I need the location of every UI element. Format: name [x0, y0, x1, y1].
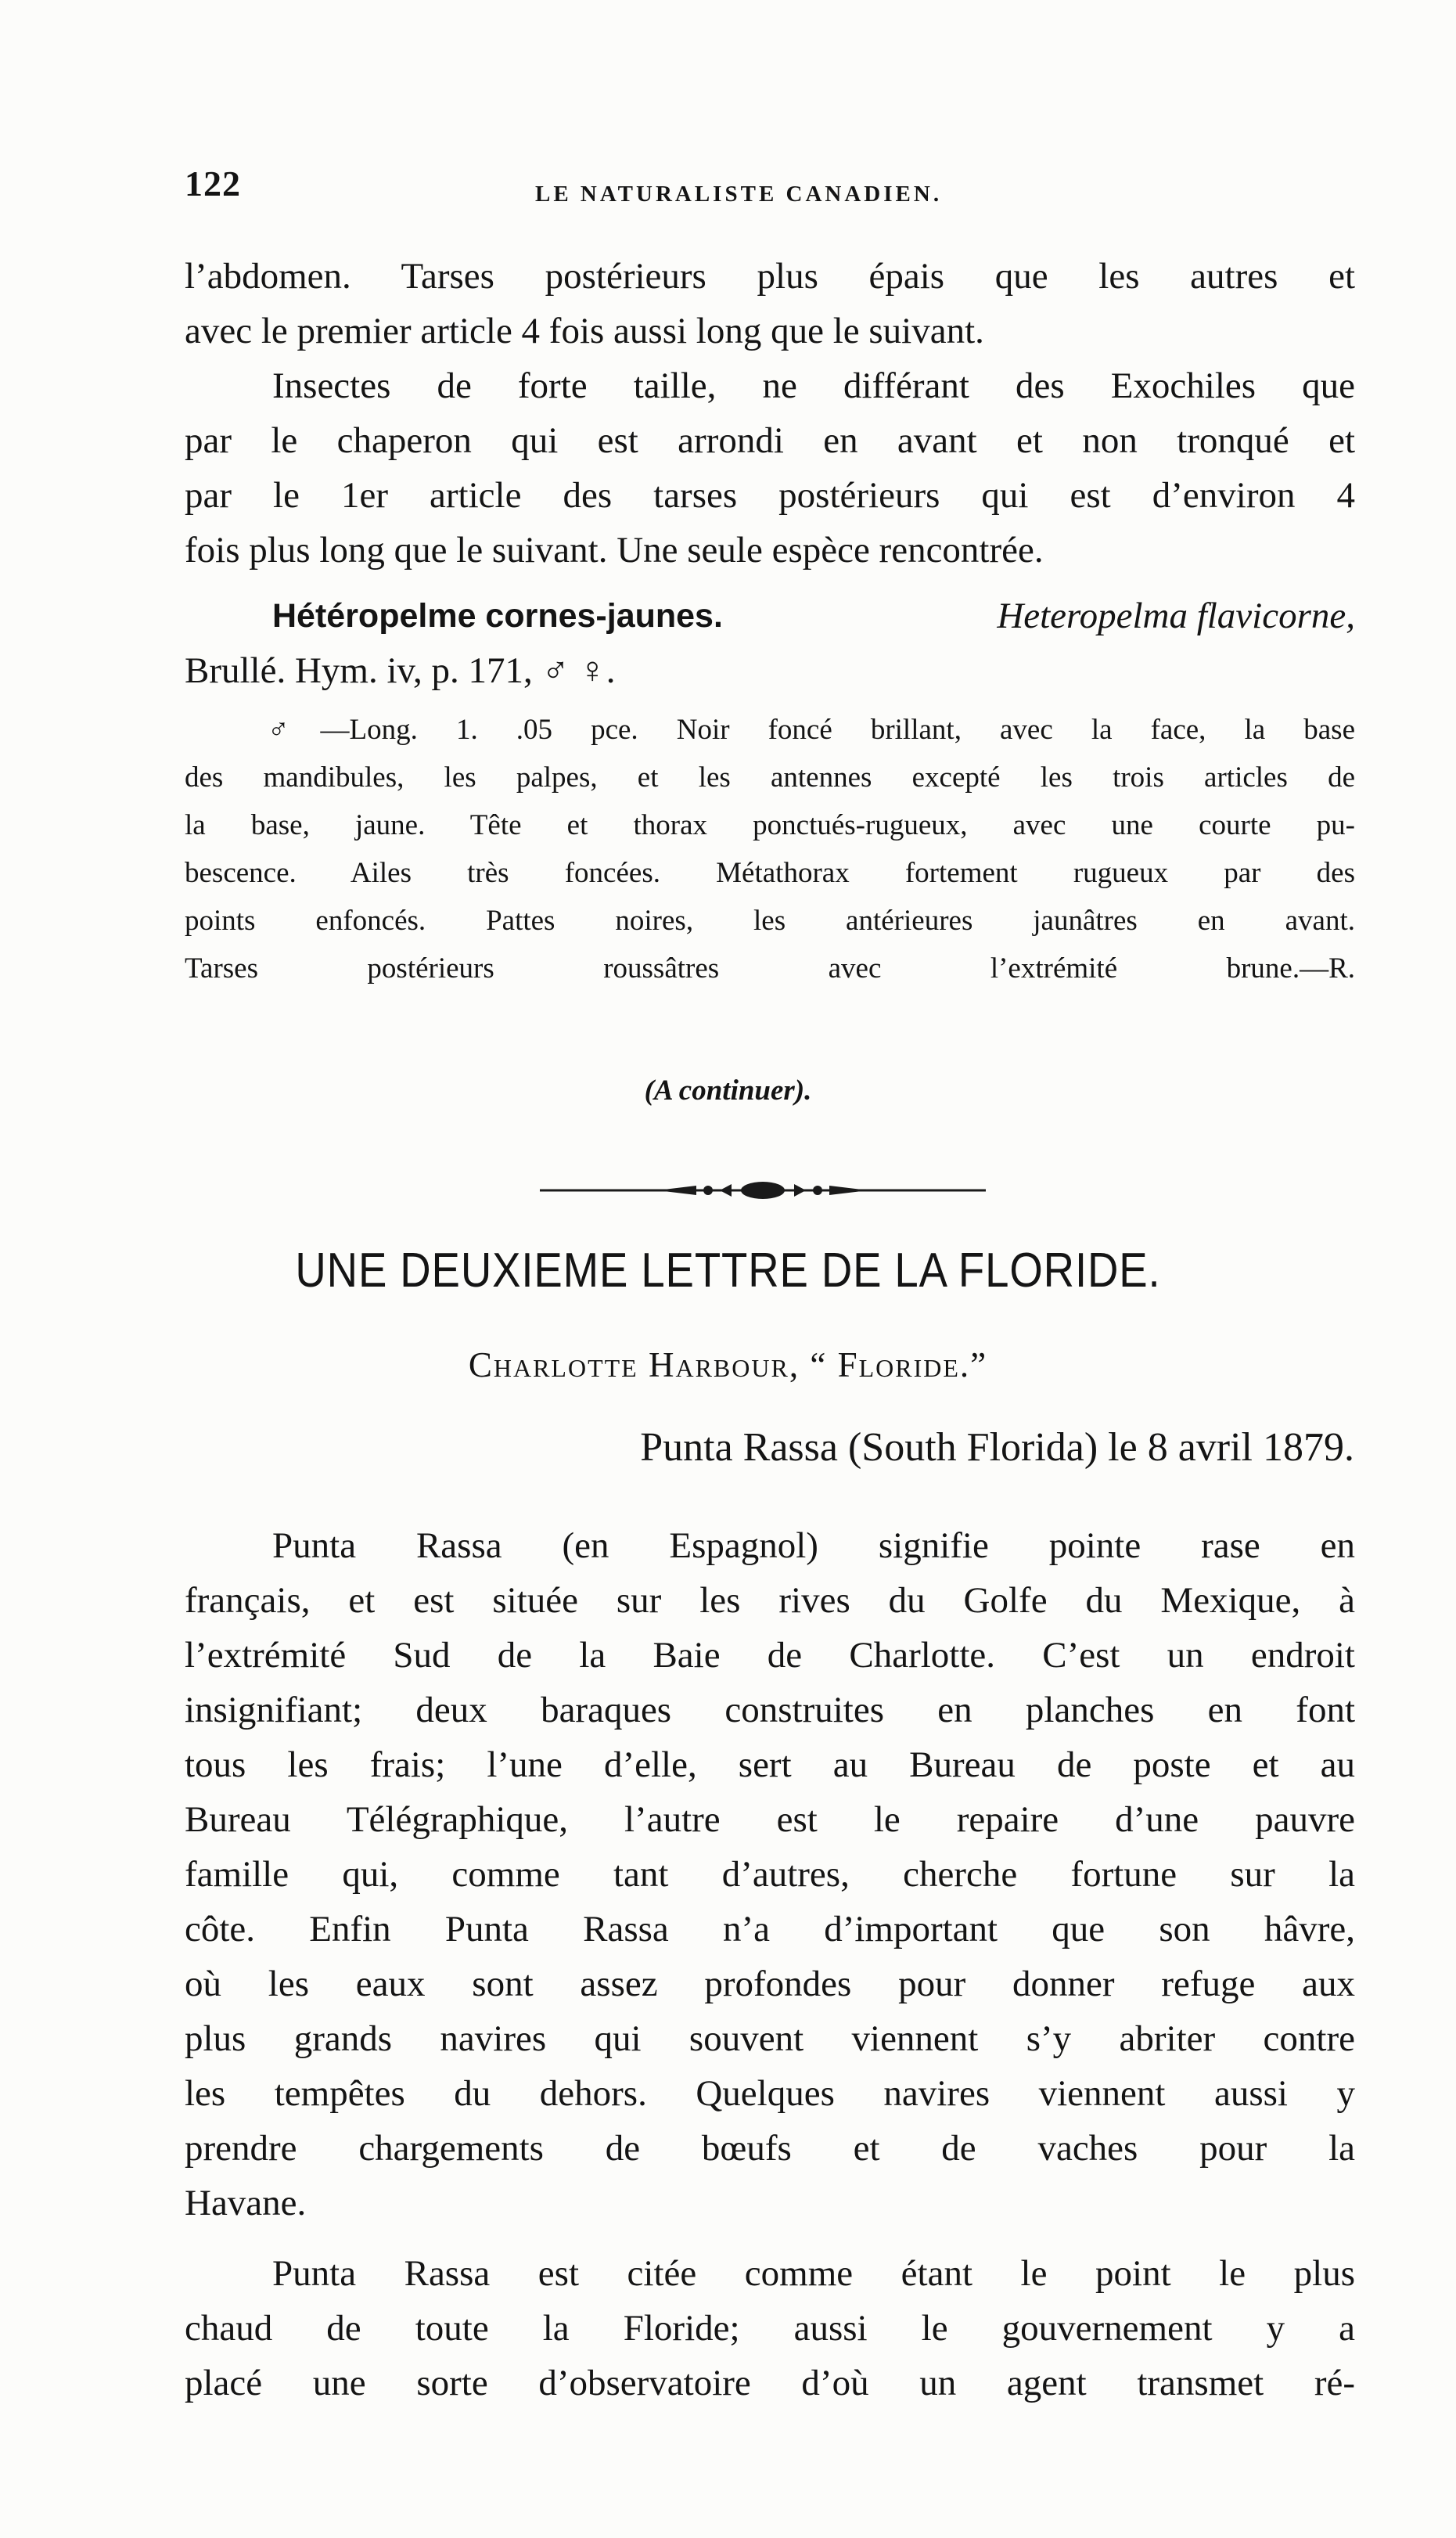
text-line: l’abdomen. Tarses postérieurs plus épais que les autres et	[185, 256, 1355, 297]
text-line: Bureau Télégraphique, l’autre est le repaire d’une pauvre	[185, 1799, 1355, 1840]
text-line: par le chaperon qui est arrondi en avant et non tronqué et	[185, 420, 1355, 461]
article-paragraph-1	[185, 1518, 1355, 2230]
text-line: l’extrémité Sud de la Baie de Charlotte. C’est un endroit	[185, 1635, 1355, 1676]
species-description	[185, 706, 1355, 992]
genus-paragraph	[185, 358, 1355, 578]
species-latin-name: Heteropelma flavicorne,	[997, 596, 1355, 636]
text-line: famille qui, comme tant d’autres, cherche fortune sur la	[185, 1854, 1355, 1895]
text-line: Punta Rassa est citée comme étant le point le plus	[272, 2253, 1355, 2294]
species-line	[185, 589, 1355, 643]
species-common-name: Hétéropelme cornes-jaunes.	[272, 597, 723, 635]
text-line: bescence. Ailes très foncées. Métathorax fortement rugueux par des	[185, 857, 1355, 889]
article-subtitle: Charlotte Harbour, “ Floride.”	[468, 1345, 988, 1384]
text-line: avec le premier article 4 fois aussi long que le suivant.	[185, 311, 984, 351]
text-line: ♂—Long. 1. .05 pce. Noir foncé brillant, avec la face, la base	[268, 714, 1355, 746]
page-number: 122	[185, 164, 241, 203]
article-paragraph-2	[185, 2246, 1355, 2410]
text-line: plus grands navires qui souvent viennent s’y abriter contre	[185, 2018, 1355, 2059]
text-line: Insectes de forte taille, ne différant des Exochiles que	[272, 365, 1355, 406]
article-title: UNE DEUXIEME LETTRE DE LA FLORIDE.	[295, 1244, 1161, 1298]
text-line: les tempêtes du dehors. Quelques navires viennent aussi y	[185, 2073, 1355, 2114]
species-heading	[185, 589, 1355, 698]
text-line: français, et est située sur les rives du Golfe du Mexique, à	[185, 1580, 1355, 1621]
text-line: côte. Enfin Punta Rassa n’a d’important que son hâvre,	[185, 1909, 1355, 1949]
continuation-note: (A continuer).	[644, 1075, 812, 1107]
text-line: fois plus long que le suivant. Une seule espèce rencontrée.	[185, 530, 1044, 571]
text-line: où les eaux sont assez profondes pour donner refuge aux	[185, 1964, 1355, 2004]
text-line: points enfoncés. Pattes noires, les antérieures jaunâtres en avant.	[185, 905, 1355, 937]
running-title: LE NATURALISTE CANADIEN.	[535, 182, 943, 207]
text-line: chaud de toute la Floride; aussi le gouvernement y a	[185, 2308, 1355, 2349]
text-line: prendre chargements de bœufs et de vaches pour la	[185, 2128, 1355, 2169]
text-line: placé une sorte d’observatoire d’où un agent transmet ré-	[185, 2363, 1355, 2403]
text-line: insignifiant; deux baraques construites en planches en font	[185, 1690, 1355, 1730]
text-line: la base, jaune. Tête et thorax ponctués-rugueux, avec une courte pu-	[185, 809, 1355, 841]
text-line: Havane.	[185, 2183, 307, 2223]
text-line: des mandibules, les palpes, et les antennes excepté les trois articles de	[185, 761, 1355, 794]
text-line: Tarses postérieurs roussâtres avec l’extrémité brune.—R.	[185, 952, 1355, 985]
article-dateline: Punta Rassa (South Florida) le 8 avril 1879.	[640, 1425, 1354, 1470]
species-authority: Brullé. Hym. iv, p. 171, ♂ ♀.	[185, 650, 616, 691]
text-line: par le 1er article des tarses postérieurs qui est d’environ 4	[185, 475, 1355, 516]
text-line: Punta Rassa (en Espagnol) signifie pointe rase en	[272, 1525, 1355, 1566]
text-line: tous les frais; l’une d’elle, sert au Bureau de poste et au	[185, 1744, 1355, 1785]
ornamental-divider	[540, 1179, 986, 1202]
intro-paragraph	[185, 249, 1355, 358]
